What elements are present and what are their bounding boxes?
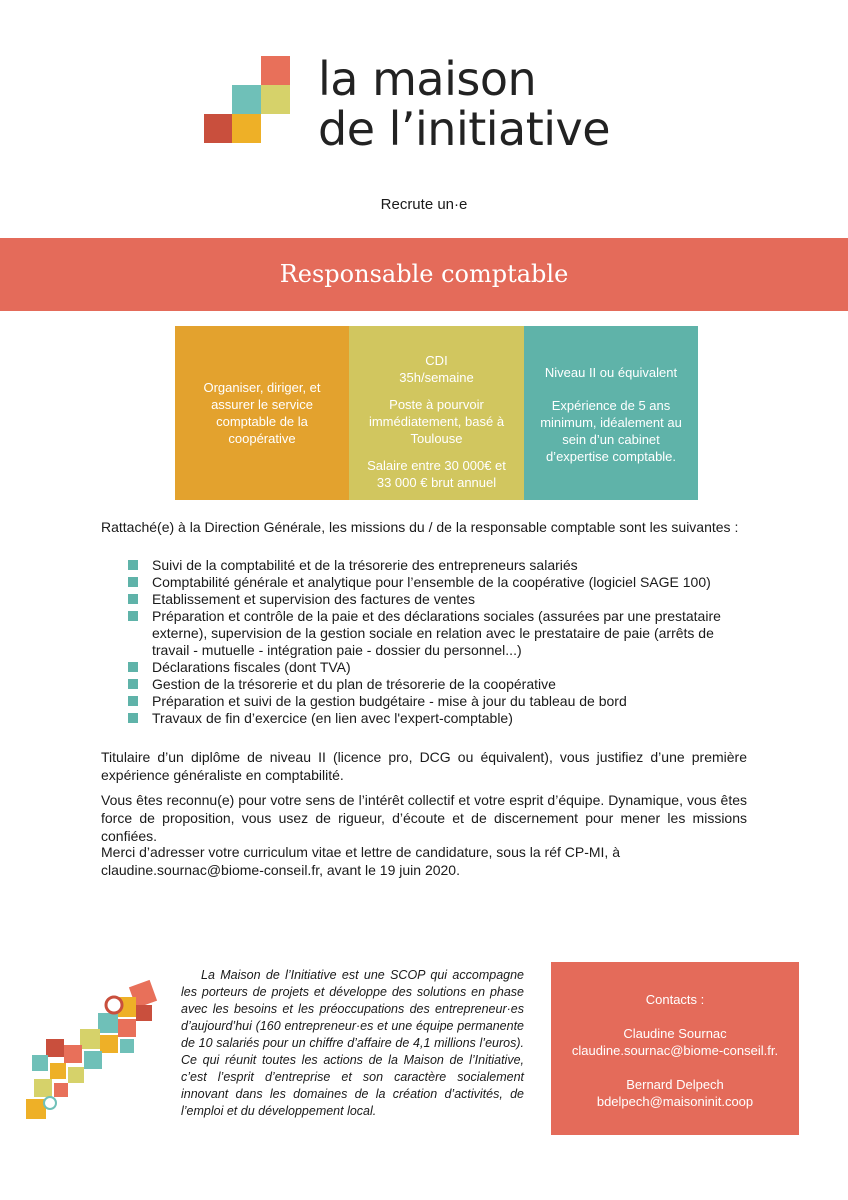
rocket-tiles: [26, 980, 157, 1119]
application-paragraph: [101, 843, 747, 879]
contacts-box: [551, 962, 799, 1135]
list-item: Suivi de la comptabilité et de la trésorerie des entrepreneurs salariés: [128, 557, 728, 574]
info-box-mission: [175, 326, 349, 500]
list-item: Etablissement et supervision des factures de ventes: [128, 591, 728, 608]
profile-level: Niveau II ou équivalent: [544, 365, 678, 380]
logo-line-1: la maison: [318, 52, 537, 106]
application-line-2: claudine.sournac@biome-conseil.fr, avant le 19 juin 2020.: [101, 862, 460, 878]
bullet-square-icon: [128, 611, 138, 621]
bullet-square-icon: [128, 594, 138, 604]
application-line-1: Merci d’adresser votre curriculum vitae et lettre de candidature, sous la réf CP-MI, à: [101, 844, 620, 860]
contact-name-1: Claudine Sournac: [623, 1026, 727, 1041]
company-description: La Maison de l’Initiative est une SCOP qui accompagne les porteurs de projets et développe des solutions en phase avec les besoins et les préoccupations des entrepreneur·es d’aujourd’hui (160 entrepreneur·es et une équipe permanente de 10 salariés pour un chiffre d’affaire de 4,1 millions l’euros). Ce qui réunit toutes les actions de la Maison de l’Initiative, c’est l’esprit d’entreprise et son caractère socialement innovant dans les domaines de la création d’activités, de l’emploi et du développement local.: [181, 968, 524, 1118]
logo-square-red: [261, 56, 290, 85]
contract-salary: Salaire entre 30 000€ et 33 000 € brut annuel: [367, 458, 506, 490]
logo-square-green: [261, 85, 290, 114]
missions-list: [128, 557, 728, 727]
mission-summary: Organiser, diriger, et assurer le service comptable de la coopérative: [203, 380, 321, 446]
rocket-illustration: [20, 975, 170, 1125]
info-box-profile: [524, 326, 698, 500]
contact-name-2: Bernard Delpech: [626, 1077, 724, 1092]
contact-email-1[interactable]: claudine.sournac@biome-conseil.fr.: [571, 1043, 779, 1058]
contract-type: CDI: [425, 353, 448, 368]
contact-email-2[interactable]: bdelpech@maisoninit.coop: [596, 1094, 754, 1109]
logo-line-2: de l’initiative: [318, 102, 611, 156]
bullet-square-icon: [128, 662, 138, 672]
list-item: Préparation et contrôle de la paie et des déclarations sociales (assurées par une prestataire externe), supervision de la gestion sociale en relation avec le prestataire de paie (arrêts de travail - mutuelle - intégration paie - dossier du personnel...): [128, 608, 728, 659]
job-title: Responsable comptable: [279, 260, 569, 288]
logo-square-teal: [232, 85, 261, 114]
missions-intro: Rattaché(e) à la Direction Générale, les missions du / de la responsable comptable sont les suivantes :: [101, 519, 739, 535]
contract-location: Poste à pourvoir immédiatement, basé à Toulouse: [368, 397, 505, 446]
contract-hours: 35h/semaine: [399, 370, 474, 385]
list-item: Déclarations fiscales (dont TVA): [128, 659, 728, 676]
title-banner: [0, 238, 848, 311]
list-item: Comptabilité générale et analytique pour l’ensemble de la coopérative (logiciel SAGE 100): [128, 574, 728, 591]
bullet-square-icon: [128, 577, 138, 587]
logo-square-yellow: [232, 114, 261, 143]
recruiting-label: Recrute un·e: [380, 196, 468, 213]
profile-experience: Expérience de 5 ans minimum, idéalement au sein d’un cabinet d’expertise comptable.: [540, 398, 682, 464]
list-item: Travaux de fin d’exercice (en lien avec l'expert-comptable): [128, 710, 728, 727]
contacts-heading: Contacts :: [645, 992, 705, 1007]
list-item: Préparation et suivi de la gestion budgétaire - mise à jour du tableau de bord: [128, 693, 728, 710]
logo-wordmark: [318, 54, 610, 154]
profile-paragraph: Vous êtes reconnu(e) pour votre sens de l’intérêt collectif et votre esprit d’équipe. Dynamique, vous êtes force de proposition, vous usez de rigueur, d’écoute et de discernement pour mener les missions confiées.: [101, 792, 747, 844]
bullet-square-icon: [128, 560, 138, 570]
bullet-square-icon: [128, 713, 138, 723]
list-item: Gestion de la trésorerie et du plan de trésorerie de la coopérative: [128, 676, 728, 693]
logo-square-darkred: [204, 114, 232, 143]
bullet-square-icon: [128, 679, 138, 689]
info-box-contract: [349, 326, 524, 500]
qualifications-paragraph: Titulaire d’un diplôme de niveau II (licence pro, DCG ou équivalent), vous justifiez d’une première expérience généraliste en comptabilité.: [101, 749, 747, 783]
logo-mark: [0, 0, 848, 1]
bullet-square-icon: [128, 696, 138, 706]
